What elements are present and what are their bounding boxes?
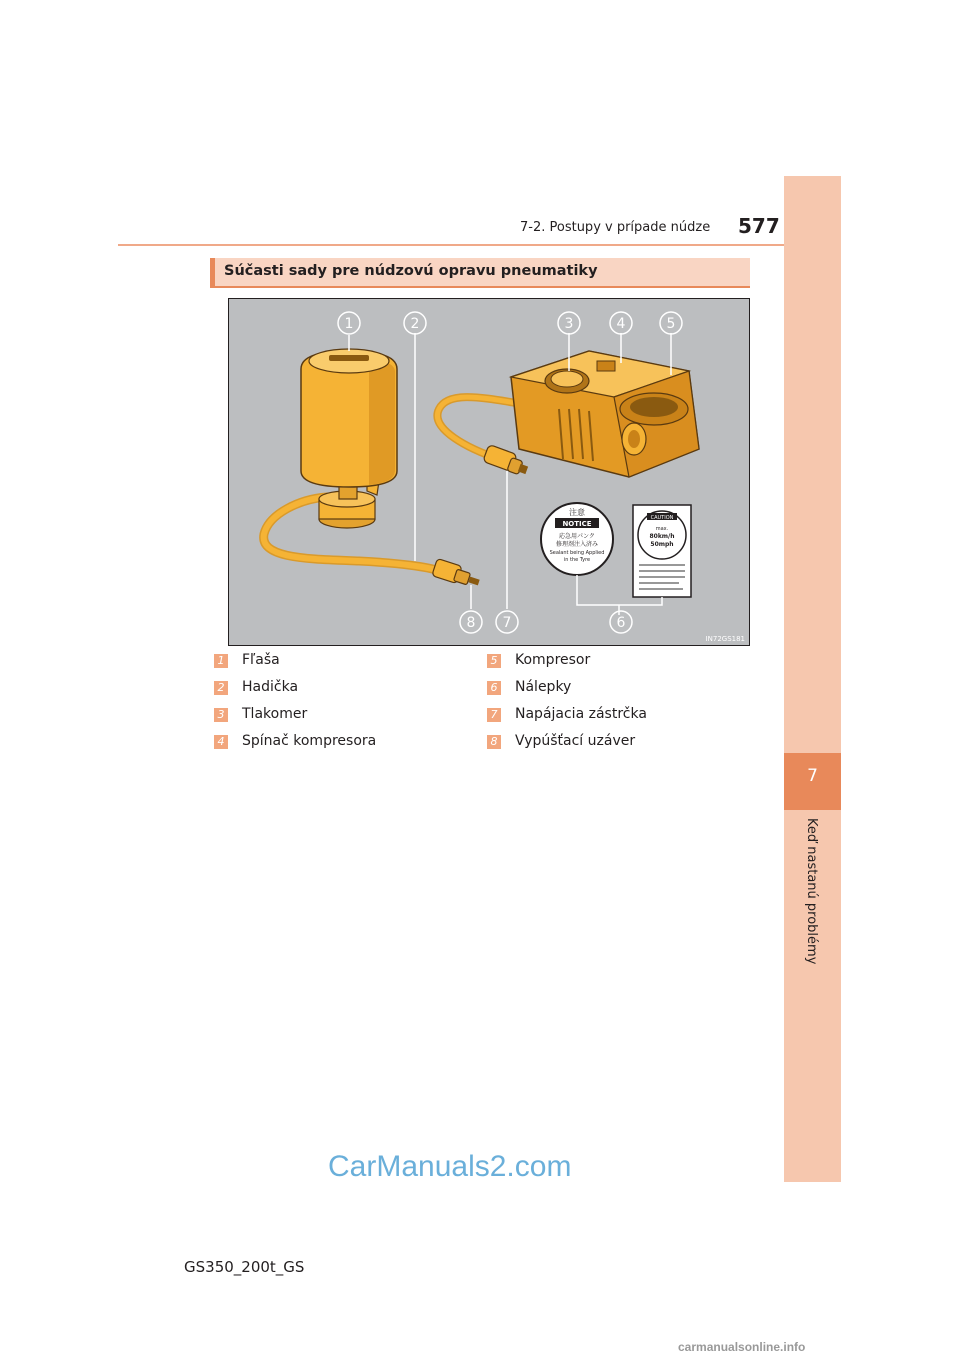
release-cap	[432, 558, 480, 585]
svg-text:5: 5	[666, 316, 676, 332]
callout-4	[610, 312, 632, 334]
chapter-title-text: Keď nastanú problémy	[804, 818, 819, 965]
callout-6	[610, 611, 632, 633]
legend-label: Nálepky	[515, 679, 572, 695]
watermark-link[interactable]: CarManuals2.com	[328, 1150, 572, 1183]
svg-text:6: 6	[616, 615, 626, 631]
sticker-caution	[633, 505, 691, 597]
repair-kit-illustration	[228, 298, 750, 646]
header-rule	[118, 244, 841, 246]
page-number: 577	[738, 214, 780, 238]
legend-label: Napájacia zástrčka	[515, 706, 647, 722]
chapter-side-tab	[784, 176, 841, 1182]
svg-text:4: 4	[616, 316, 626, 332]
header-section-path: 7-2. Postupy v prípade núdze	[520, 220, 711, 235]
callout-7	[496, 611, 518, 633]
legend-label: Hadička	[242, 679, 299, 695]
callout-1	[338, 312, 360, 334]
legend-label: Tlakomer	[242, 706, 308, 722]
svg-text:8: 8	[466, 615, 476, 631]
sticker-notice-line-2: 修理剤注入済み	[555, 541, 599, 548]
sticker-notice	[541, 503, 613, 575]
illustration-svg	[229, 299, 749, 645]
legend-number: 1	[214, 654, 228, 668]
legend-label: Kompresor	[515, 652, 591, 668]
sticker-caution-badge: CAUTION	[650, 515, 674, 521]
sticker-notice-en-1: Sealant being Applied	[549, 550, 605, 556]
section-title-accent	[210, 258, 215, 286]
svg-text:7: 7	[502, 615, 512, 631]
callout-5	[660, 312, 682, 334]
chapter-number: 7	[807, 766, 818, 786]
legend-label: Fľaša	[242, 652, 280, 668]
legend-label: Vypúšťací uzáver	[515, 733, 636, 749]
svg-text:2: 2	[410, 316, 420, 332]
legend-number: 5	[487, 654, 501, 668]
sticker-notice-badge: NOTICE	[562, 520, 592, 528]
legend-number: 2	[214, 681, 228, 695]
sticker-caution-max: max.	[655, 526, 669, 532]
legend-number: 3	[214, 708, 228, 722]
legend-number: 6	[487, 681, 501, 695]
chapter-title	[801, 818, 823, 978]
legend-number: 4	[214, 735, 228, 749]
callout-3	[558, 312, 580, 334]
sticker-notice-line-1: 応急用パンク	[559, 533, 595, 540]
svg-text:3: 3	[564, 316, 574, 332]
figure-code: IN72GS181	[705, 635, 745, 643]
section-title: Súčasti sady pre núdzovú opravu pneumatiky	[224, 263, 598, 279]
sticker-caution-mph: 50mph	[650, 541, 674, 548]
sticker-notice-top: 注意	[569, 508, 585, 517]
legend-label: Spínač kompresora	[242, 733, 377, 749]
legend-number: 8	[487, 735, 501, 749]
callout-8	[460, 611, 482, 633]
site-watermark: carmanualsonline.info	[678, 1340, 806, 1354]
svg-text:1: 1	[344, 316, 354, 332]
legend-number: 7	[487, 708, 501, 722]
section-title-bar	[210, 258, 750, 288]
footer-model-code: GS350_200t_GS	[184, 1258, 305, 1276]
sticker-notice-en-2: in the Tyre	[563, 557, 591, 563]
sticker-caution-kmh: 80km/h	[649, 533, 675, 540]
callout-2	[404, 312, 426, 334]
